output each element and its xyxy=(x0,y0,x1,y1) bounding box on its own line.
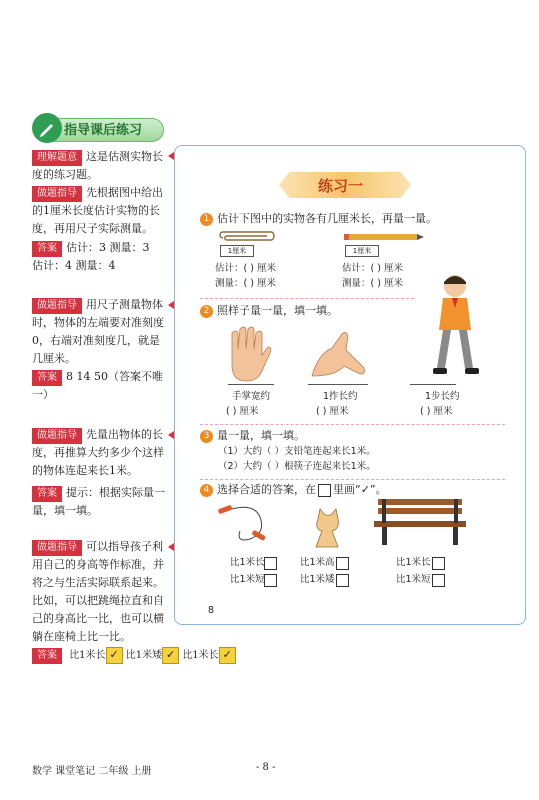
measure-line xyxy=(410,384,456,385)
panel-page-number: 8 xyxy=(208,605,215,616)
measure-blank: 测量：( ) 厘米 xyxy=(342,278,403,289)
answer-item: 比1米长 xyxy=(69,650,106,661)
ruler-segment: 1厘米 xyxy=(345,245,379,257)
answer-item: 比1米长 xyxy=(182,650,219,661)
note-text: 用尺子测量物体时，物体的左端要对准刻度0，右端对准刻度几，就是几厘米。 xyxy=(32,298,164,365)
checkbox-checked: ✓ xyxy=(219,647,236,664)
divider xyxy=(200,298,414,299)
tag-label: 做题指导 xyxy=(32,428,82,444)
divider xyxy=(200,424,505,425)
note-text: 先量出物体的长度，再推算大约多少个这样的物体连起来长1米。 xyxy=(32,428,164,477)
question-text xyxy=(217,483,387,497)
answer-tag: 答案 xyxy=(32,648,62,664)
answer-item: 比1米矮 xyxy=(125,650,163,661)
measure-line xyxy=(308,384,368,385)
hand-span-illustration xyxy=(308,328,368,380)
walking-boy-illustration xyxy=(425,272,485,384)
footer-page-number: - 8 - xyxy=(256,762,276,773)
note-guide-3 xyxy=(32,426,166,480)
question-text: 估计下图中的实物各有几厘米长，再量一量。 xyxy=(217,212,437,225)
question-number: 3 xyxy=(200,430,213,443)
note-text: 可以指导孩子利用自己的身高等作标准，并将之与生活实际联系起来。比如，可以把跳绳拉直和自己的身高比一比，也可以横躺在座椅上比一比。 xyxy=(32,540,164,643)
answer-3 xyxy=(32,484,166,520)
footer-book-info: 数学 课堂笔记 二年级 上册 xyxy=(32,766,152,777)
question-number: 4 xyxy=(200,484,213,497)
answer-4 xyxy=(32,646,236,664)
answer-box[interactable] xyxy=(336,557,349,570)
answer-box-sample xyxy=(318,484,331,497)
note-guide-1 xyxy=(32,184,166,238)
note-guide-4 xyxy=(32,538,166,646)
answer-box[interactable] xyxy=(336,574,349,587)
question-line: （1）大约（ ）支铅笔连起来长1米。 xyxy=(218,446,376,457)
question-text: 量一量，填一填。 xyxy=(217,429,305,442)
note-understand xyxy=(32,148,166,184)
answer-text: 估计：3 测量：3 xyxy=(66,241,150,254)
answer-2 xyxy=(32,368,166,404)
bench-illustration xyxy=(372,495,468,547)
cat-illustration xyxy=(310,507,346,549)
option-label: 比1米短 xyxy=(396,574,431,585)
pencil-icon xyxy=(344,232,424,242)
measure-line xyxy=(228,384,274,385)
measure-blank: ( ) 厘米 xyxy=(316,406,349,417)
answer-tag: 答案 xyxy=(32,370,62,386)
estimate-blank: 估计：( ) 厘米 xyxy=(342,263,403,274)
question-line: （2）大约（ ）根筷子连起来长1米。 xyxy=(218,461,376,472)
pencil-icon xyxy=(32,113,62,143)
option-label: 比1米长 xyxy=(396,557,431,568)
tag-label: 做题指导 xyxy=(32,298,82,314)
answer-text: 提示：根据实际量一量，填一填。 xyxy=(32,486,165,517)
option-label: 比1米矮 xyxy=(300,574,335,585)
hand-palm-illustration xyxy=(226,325,272,383)
question-number: 1 xyxy=(200,213,213,226)
checkbox-checked: ✓ xyxy=(162,647,179,664)
answer-box[interactable] xyxy=(432,557,445,570)
answer-text: 估计：4 测量：4 xyxy=(32,259,116,272)
question-text-part: 里画“✓”。 xyxy=(333,483,387,496)
note-text: 这是估测实物长度的练习题。 xyxy=(32,150,163,181)
question-number: 2 xyxy=(200,305,213,318)
answer-box[interactable] xyxy=(264,574,277,587)
answer-box[interactable] xyxy=(432,574,445,587)
measure-label: 手掌宽约 xyxy=(232,391,271,402)
question-text: 照样子量一量，填一填。 xyxy=(217,304,338,317)
measure-label: 1拃长约 xyxy=(323,391,358,402)
measure-blank: 测量：( ) 厘米 xyxy=(215,278,276,289)
tag-label: 做题指导 xyxy=(32,540,82,556)
divider xyxy=(200,479,505,480)
question-text-part: 选择合适的答案，在 xyxy=(217,483,316,496)
jump-rope-illustration xyxy=(214,503,276,547)
note-guide-2 xyxy=(32,296,166,368)
measure-blank: ( ) 厘米 xyxy=(226,406,259,417)
option-label: 比1米长 xyxy=(230,557,265,568)
answer-tag: 答案 xyxy=(32,486,62,502)
answer-text: 8 14 50（答案不唯一） xyxy=(32,370,163,401)
measure-blank: ( ) 厘米 xyxy=(420,406,453,417)
option-label: 比1米高 xyxy=(300,557,335,568)
tag-label: 做题指导 xyxy=(32,186,82,202)
option-label: 比1米短 xyxy=(230,574,265,585)
estimate-blank: 估计：( ) 厘米 xyxy=(215,263,276,274)
checkbox-checked: ✓ xyxy=(106,647,123,664)
answer-tag: 答案 xyxy=(32,241,62,257)
tag-label: 理解题意 xyxy=(32,150,82,166)
measure-label: 1步长约 xyxy=(425,391,460,402)
note-text: 先根据图中给出的1厘米长度估计实物的长度，再用尺子实际测量。 xyxy=(32,186,163,235)
section-title: 指导课后练习 xyxy=(64,123,143,138)
exercise-title: 练习一 xyxy=(318,177,364,195)
answer-box[interactable] xyxy=(264,557,277,570)
answer-1 xyxy=(32,239,166,275)
ruler-segment: 1厘米 xyxy=(220,245,254,257)
